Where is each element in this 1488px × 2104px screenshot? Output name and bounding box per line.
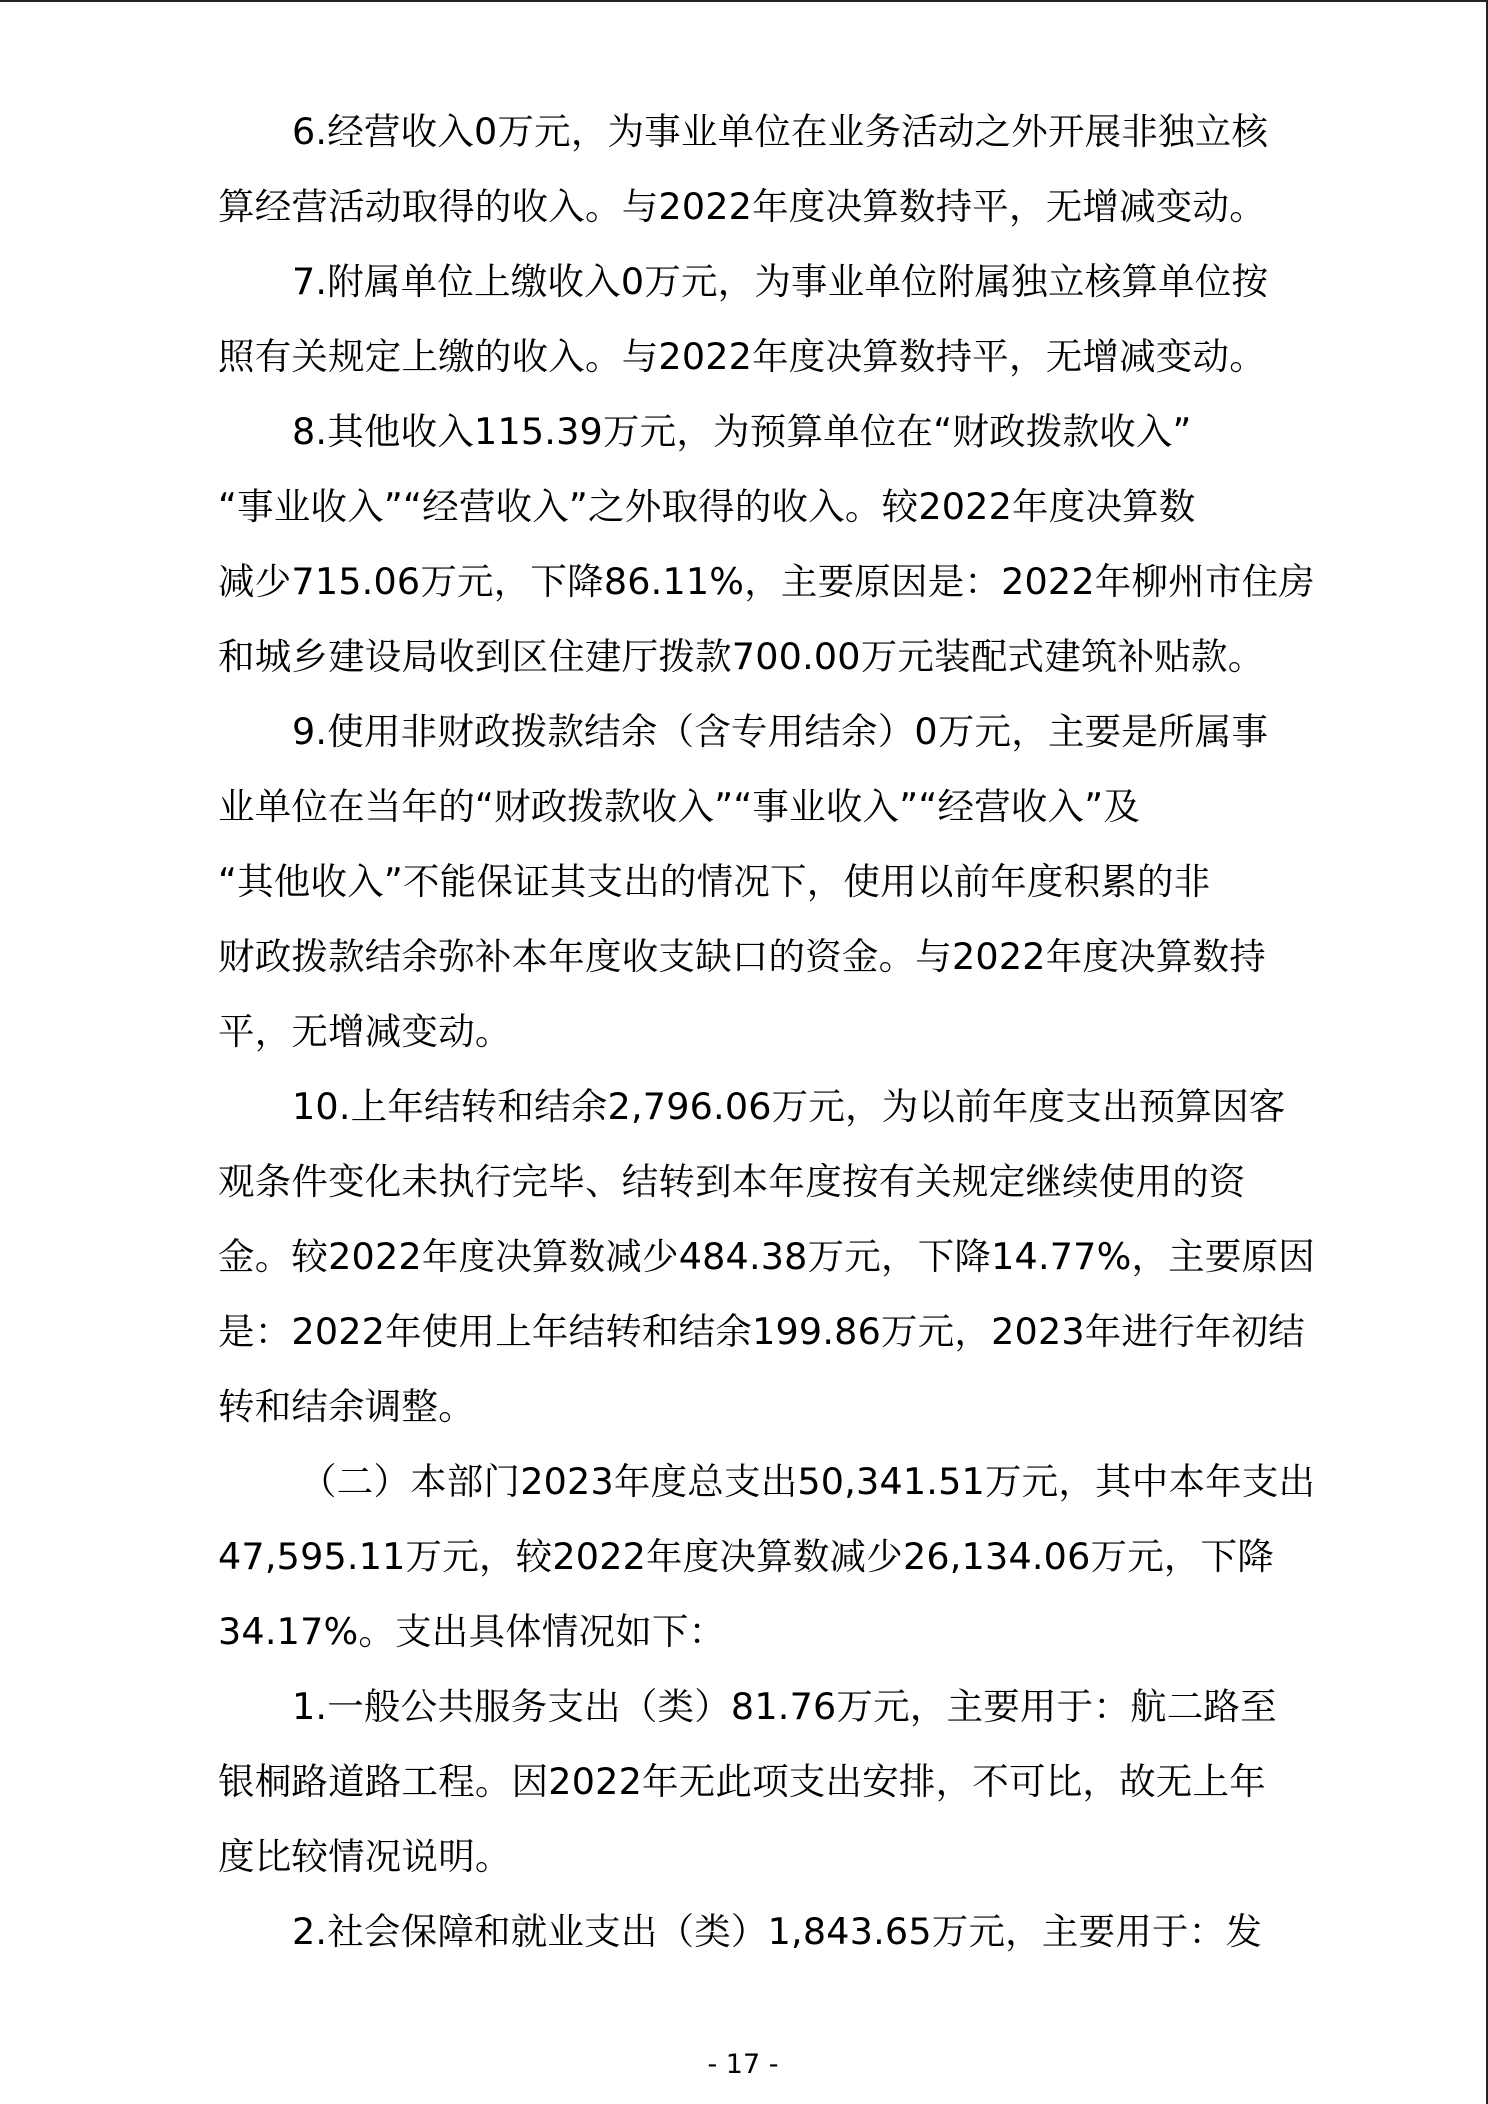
page-number: - 17 -: [707, 2049, 779, 2080]
text-line: 观条件变化未执行完毕、结转到本年度按有关规定继续使用的资: [218, 1160, 1246, 1203]
text-line: 平，无增减变动。: [218, 1010, 512, 1053]
text-line: 7.附属单位上缴收入0万元，为事业单位附属独立核算单位按: [292, 260, 1269, 303]
text-line: 减少715.06万元，下降86.11%，主要原因是：2022年柳州市住房: [218, 560, 1315, 603]
text-line: 6.经营收入0万元，为事业单位在业务活动之外开展非独立核: [292, 110, 1269, 153]
text-line: 算经营活动取得的收入。与2022年度决算数持平，无增减变动。: [218, 185, 1266, 228]
text-line: 银桐路道路工程。因2022年无此项支出安排，不可比，故无上年: [218, 1760, 1266, 1803]
text-line: 照有关规定上缴的收入。与2022年度决算数持平，无增减变动。: [218, 335, 1266, 378]
text-line: 财政拨款结余弥补本年度收支缺口的资金。与2022年度决算数持: [218, 935, 1266, 978]
text-line: 34.17%。支出具体情况如下：: [218, 1610, 726, 1653]
text-line: “事业收入”“经营收入”之外取得的收入。较2022年度决算数: [218, 485, 1196, 528]
text-line: 1.一般公共服务支出（类）81.76万元，主要用于：航二路至: [292, 1685, 1277, 1728]
text-line: 是：2022年使用上年结转和结余199.86万元，2023年进行年初结: [218, 1310, 1305, 1353]
text-line: 金。较2022年度决算数减少484.38万元，下降14.77%，主要原因: [218, 1235, 1315, 1278]
text-line: 和城乡建设局收到区住建厅拨款700.00万元装配式建筑补贴款。: [218, 635, 1265, 678]
text-line: 业单位在当年的“财政拨款收入”“事业收入”“经营收入”及: [218, 785, 1141, 828]
text-line: 度比较情况说明。: [218, 1835, 512, 1878]
text-line: 47,595.11万元，较2022年度决算数减少26,134.06万元，下降: [218, 1535, 1275, 1578]
text-line: 9.使用非财政拨款结余（含专用结余）0万元，主要是所属事: [292, 710, 1269, 753]
text-line: 8.其他收入115.39万元，为预算单位在“财政拨款收入”: [292, 410, 1192, 453]
text-line: “其他收入”不能保证其支出的情况下，使用以前年度积累的非: [218, 860, 1211, 903]
section-heading-line: （二）本部门2023年度总支出50,341.51万元，其中本年支出: [300, 1460, 1316, 1503]
text-line: 2.社会保障和就业支出（类）1,843.65万元，主要用于：发: [292, 1910, 1263, 1953]
text-line: 转和结余调整。: [218, 1385, 475, 1428]
text-line: 10.上年结转和结余2,796.06万元，为以前年度支出预算因客: [292, 1085, 1286, 1128]
